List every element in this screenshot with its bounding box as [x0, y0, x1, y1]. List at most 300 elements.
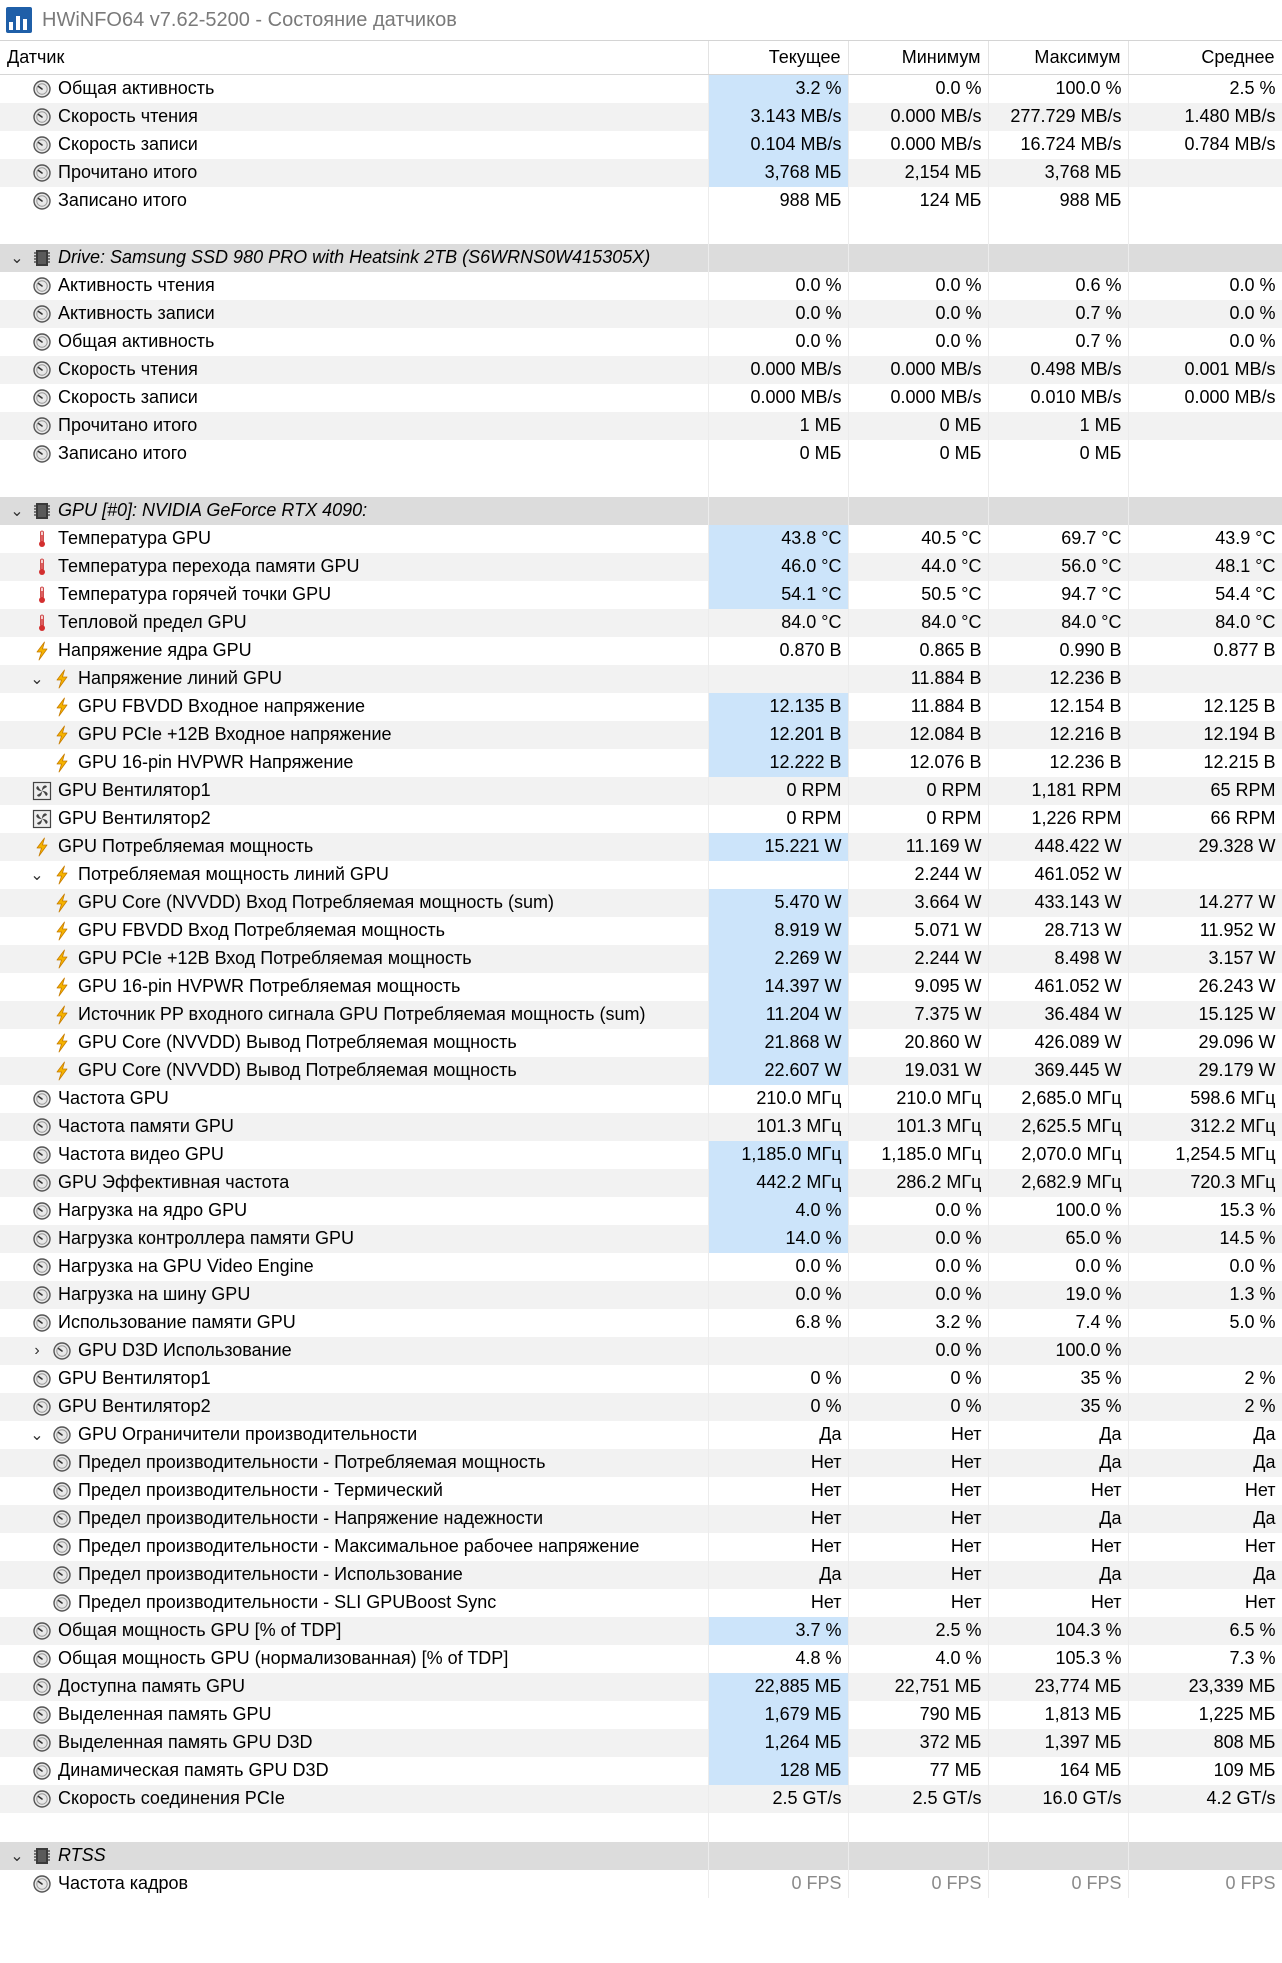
sensor-label: Скорость чтения — [58, 106, 198, 126]
clock-icon — [52, 1509, 72, 1529]
collapse-chevron-icon[interactable]: ⌄ — [30, 670, 44, 688]
value-max: 94.7 °C — [988, 581, 1128, 609]
sensor-name-cell — [0, 75, 708, 103]
value-max: Нет — [988, 1477, 1128, 1505]
sensor-name-cell — [0, 1589, 708, 1617]
sensor-name-cell — [0, 1085, 708, 1113]
sensor-name-cell — [0, 749, 708, 777]
table-row[interactable] — [0, 75, 1282, 103]
sensor-name-cell — [0, 159, 708, 187]
value-max: 69.7 °C — [988, 525, 1128, 553]
column-header-sensor[interactable]: Датчик — [0, 41, 708, 75]
value-min: 9.095 W — [848, 973, 988, 1001]
clock-icon — [32, 444, 52, 464]
value-cur: 0 RPM — [708, 777, 848, 805]
value-min: 2.244 W — [848, 945, 988, 973]
table-row[interactable] — [0, 1785, 1282, 1813]
value-min: 210.0 МГц — [848, 1085, 988, 1113]
lightning-icon — [52, 977, 72, 997]
table-row[interactable] — [0, 1281, 1282, 1309]
value-min: 12.076 В — [848, 749, 988, 777]
clock-icon — [32, 1789, 52, 1809]
sensor-label: Предел производительности - Потребляемая мощность — [78, 1452, 546, 1472]
column-header-avg[interactable]: Среднее — [1128, 41, 1282, 75]
sensor-label: Общая активность — [58, 78, 215, 99]
table-row[interactable] — [0, 440, 1282, 468]
clock-icon — [32, 191, 52, 211]
collapse-chevron-icon[interactable]: ⌄ — [30, 1426, 44, 1444]
value-max: 0.990 В — [988, 637, 1128, 665]
value-avg: 0.0 % — [1128, 272, 1282, 300]
value-max: 2,625.5 МГц — [988, 1113, 1128, 1141]
value-avg: 6.5 % — [1128, 1617, 1282, 1645]
value-min: Нет — [848, 1421, 988, 1449]
sensor-name-cell — [0, 1309, 708, 1337]
value-min: 5.071 W — [848, 917, 988, 945]
collapse-chevron-icon[interactable]: ⌄ — [10, 502, 24, 520]
clock-icon — [32, 1173, 52, 1193]
spacer-row — [0, 1813, 1282, 1842]
sensor-group-header[interactable] — [0, 497, 1282, 525]
value-min: 0.0 % — [848, 272, 988, 300]
value-cur: 101.3 МГц — [708, 1113, 848, 1141]
sensor-label: Предел производительности - Использование — [78, 1564, 463, 1584]
table-row[interactable] — [0, 1645, 1282, 1673]
lightning-icon — [32, 641, 52, 661]
sensor-label: GPU 16-pin HVPWR Потребляемая мощность — [78, 976, 461, 996]
table-row[interactable] — [0, 1057, 1282, 1085]
column-header-min[interactable]: Минимум — [848, 41, 988, 75]
clock-icon — [32, 1257, 52, 1277]
sensor-name-cell — [0, 1365, 708, 1393]
sensor-name-cell — [0, 1449, 708, 1477]
sensor-table-container[interactable] — [0, 41, 1282, 1898]
sensor-label: GPU Вентилятор2 — [58, 808, 211, 828]
value-min: Нет — [848, 1449, 988, 1477]
clock-icon — [52, 1565, 72, 1585]
value-avg: 312.2 МГц — [1128, 1113, 1282, 1141]
value-cur: Нет — [708, 1505, 848, 1533]
sensor-name-cell — [0, 1001, 708, 1029]
table-row[interactable] — [0, 721, 1282, 749]
table-row[interactable] — [0, 103, 1282, 131]
value-min: 0 МБ — [848, 412, 988, 440]
table-row[interactable] — [0, 1701, 1282, 1729]
value-avg: 2.5 % — [1128, 75, 1282, 103]
table-row[interactable] — [0, 1113, 1282, 1141]
clock-icon — [32, 332, 52, 352]
value-cur: Нет — [708, 1533, 848, 1561]
table-row[interactable] — [0, 1673, 1282, 1701]
table-row[interactable] — [0, 889, 1282, 917]
table-row[interactable] — [0, 1449, 1282, 1477]
sensor-group-header[interactable] — [0, 1842, 1282, 1870]
table-row[interactable] — [0, 1225, 1282, 1253]
value-avg: Да — [1128, 1421, 1282, 1449]
spacer-row — [0, 468, 1282, 497]
value-max: 1 МБ — [988, 412, 1128, 440]
column-header-max[interactable]: Максимум — [988, 41, 1128, 75]
value-avg: 29.179 W — [1128, 1057, 1282, 1085]
value-max: 2,685.0 МГц — [988, 1085, 1128, 1113]
table-row[interactable] — [0, 1870, 1282, 1898]
value-cur: 1,264 МБ — [708, 1729, 848, 1757]
table-row[interactable] — [0, 1393, 1282, 1421]
app-icon — [6, 7, 32, 33]
value-cur: 1 МБ — [708, 412, 848, 440]
sensor-name-cell — [0, 1141, 708, 1169]
value-min: 44.0 °C — [848, 553, 988, 581]
value-max: 7.4 % — [988, 1309, 1128, 1337]
value-avg: 0.0 % — [1128, 300, 1282, 328]
sensor-label: Частота кадров — [58, 1873, 189, 1893]
value-cur: 0 RPM — [708, 805, 848, 833]
value-avg: 65 RPM — [1128, 777, 1282, 805]
clock-icon — [32, 1285, 52, 1305]
sensor-name-cell — [0, 833, 708, 861]
value-avg: 598.6 МГц — [1128, 1085, 1282, 1113]
sensor-name-cell — [0, 1029, 708, 1057]
value-min: 7.375 W — [848, 1001, 988, 1029]
value-min: 4.0 % — [848, 1645, 988, 1673]
sensor-label: Нагрузка контроллера памяти GPU — [58, 1228, 355, 1248]
clock-icon — [32, 163, 52, 183]
table-row[interactable] — [0, 412, 1282, 440]
value-avg: 2 % — [1128, 1365, 1282, 1393]
sensor-name-cell — [0, 1057, 708, 1085]
value-max: 100.0 % — [988, 75, 1128, 103]
clock-icon — [32, 79, 52, 99]
value-cur: 0 % — [708, 1393, 848, 1421]
value-max: 84.0 °C — [988, 609, 1128, 637]
value-min: 0 % — [848, 1393, 988, 1421]
value-max: 3,768 МБ — [988, 159, 1128, 187]
value-max: 461.052 W — [988, 861, 1128, 889]
sensor-name-cell — [0, 328, 708, 356]
sensor-name-cell — [0, 721, 708, 749]
sensor-name-cell — [0, 889, 708, 917]
table-row[interactable] — [0, 833, 1282, 861]
value-avg: 4.2 GT/s — [1128, 1785, 1282, 1813]
clock-icon — [32, 1733, 52, 1753]
group-label: RTSS — [58, 1845, 106, 1865]
value-avg: 12.215 В — [1128, 749, 1282, 777]
value-cur: 22,885 МБ — [708, 1673, 848, 1701]
value-min: 50.5 °C — [848, 581, 988, 609]
value-max: 369.445 W — [988, 1057, 1128, 1085]
value-min: 77 МБ — [848, 1757, 988, 1785]
value-cur: Да — [708, 1421, 848, 1449]
sensor-group-header[interactable] — [0, 244, 1282, 272]
sensor-name-cell — [0, 1169, 708, 1197]
sensor-label: GPU Core (NVVDD) Вход Потребляемая мощность (sum) — [78, 892, 555, 912]
sensor-name-cell — [0, 356, 708, 384]
sensor-label: Предел производительности - Термический — [78, 1480, 443, 1500]
value-min: 0 RPM — [848, 805, 988, 833]
value-cur: 11.204 W — [708, 1001, 848, 1029]
clock-icon — [32, 1117, 52, 1137]
value-cur: 0 % — [708, 1365, 848, 1393]
value-max: 35 % — [988, 1393, 1128, 1421]
sensor-name-cell — [0, 187, 708, 215]
value-avg: 1,225 МБ — [1128, 1701, 1282, 1729]
table-row[interactable] — [0, 973, 1282, 1001]
sensor-label: Частота видео GPU — [58, 1144, 224, 1164]
table-row[interactable] — [0, 1141, 1282, 1169]
table-row[interactable] — [0, 300, 1282, 328]
sensor-label: GPU Вентилятор1 — [58, 1368, 211, 1388]
title-bar — [0, 0, 1282, 41]
sensor-name-cell — [0, 1281, 708, 1309]
table-row[interactable] — [0, 693, 1282, 721]
sensor-label: Скорость записи — [58, 134, 198, 154]
table-row[interactable] — [0, 131, 1282, 159]
sensor-label: GPU Core (NVVDD) Вывод Потребляемая мощность — [78, 1060, 517, 1080]
sensor-name-cell — [0, 1505, 708, 1533]
table-row[interactable] — [0, 945, 1282, 973]
value-min: 0 МБ — [848, 440, 988, 468]
clock-icon — [32, 1705, 52, 1725]
lightning-icon — [32, 837, 52, 857]
clock-icon — [32, 1313, 52, 1333]
table-row[interactable] — [0, 1001, 1282, 1029]
sensor-name-cell — [0, 1225, 708, 1253]
value-max: 65.0 % — [988, 1225, 1128, 1253]
value-cur: 12.201 В — [708, 721, 848, 749]
thermometer-icon — [32, 613, 52, 633]
value-avg: 3.157 W — [1128, 945, 1282, 973]
table-row[interactable] — [0, 777, 1282, 805]
table-row[interactable] — [0, 1561, 1282, 1589]
table-row[interactable] — [0, 917, 1282, 945]
value-cur: Нет — [708, 1589, 848, 1617]
value-avg: 808 МБ — [1128, 1729, 1282, 1757]
table-row[interactable] — [0, 805, 1282, 833]
sensor-label: Скорость записи — [58, 387, 198, 407]
sensor-name-cell — [0, 917, 708, 945]
clock-icon — [32, 360, 52, 380]
value-avg: Да — [1128, 1561, 1282, 1589]
table-row[interactable] — [0, 1617, 1282, 1645]
value-avg: 12.194 В — [1128, 721, 1282, 749]
clock-icon — [32, 1621, 52, 1641]
sensor-label: Нагрузка на ядро GPU — [58, 1200, 248, 1220]
expand-chevron-icon[interactable]: › — [34, 1341, 40, 1359]
table-row[interactable] — [0, 187, 1282, 215]
table-row[interactable] — [0, 1729, 1282, 1757]
sensor-label: Доступна память GPU — [58, 1676, 246, 1696]
collapse-chevron-icon[interactable]: ⌄ — [10, 249, 24, 267]
table-row[interactable] — [0, 1085, 1282, 1113]
sensor-label: Прочитано итого — [58, 162, 198, 182]
sensor-label: GPU PCIe +12В Входное напряжение — [78, 724, 392, 744]
sensor-label: Записано итого — [58, 190, 187, 210]
value-avg: Нет — [1128, 1533, 1282, 1561]
collapse-chevron-icon[interactable]: ⌄ — [10, 1847, 24, 1865]
value-min: 1,185.0 МГц — [848, 1141, 988, 1169]
sensor-label: Скорость соединения PCIe — [58, 1788, 285, 1808]
table-row[interactable] — [0, 637, 1282, 665]
sensor-name-cell — [0, 1785, 708, 1813]
value-cur: 2.5 GT/s — [708, 1785, 848, 1813]
table-row[interactable] — [0, 581, 1282, 609]
value-cur: 0.0 % — [708, 1253, 848, 1281]
value-max: 164 МБ — [988, 1757, 1128, 1785]
value-max: 8.498 W — [988, 945, 1128, 973]
sensor-label: Нагрузка на шину GPU — [58, 1284, 251, 1304]
value-cur: 0 МБ — [708, 440, 848, 468]
sensor-label: Температура перехода памяти GPU — [58, 556, 360, 576]
value-cur: 5.470 W — [708, 889, 848, 917]
sensor-name-cell — [0, 1645, 708, 1673]
value-min: 0.865 В — [848, 637, 988, 665]
sensor-label: Нагрузка на GPU Video Engine — [58, 1256, 314, 1276]
sensor-name-cell — [0, 1617, 708, 1645]
clock-icon — [52, 1425, 72, 1445]
clock-icon — [32, 1649, 52, 1669]
value-max: 0.7 % — [988, 300, 1128, 328]
sensor-name-cell — [0, 1477, 708, 1505]
table-row[interactable] — [0, 1029, 1282, 1057]
sensor-label: Предел производительности - SLI GPUBoost Sync — [78, 1592, 497, 1612]
sensor-label: Выделенная память GPU — [58, 1704, 272, 1724]
sensor-label: Общая активность — [58, 331, 215, 351]
sensor-name-cell — [0, 1393, 708, 1421]
table-row[interactable] — [0, 665, 1282, 693]
table-row[interactable] — [0, 1337, 1282, 1365]
table-row[interactable] — [0, 356, 1282, 384]
sensor-label: Прочитано итого — [58, 415, 198, 435]
value-min: 3.2 % — [848, 1309, 988, 1337]
table-row[interactable] — [0, 1309, 1282, 1337]
clock-icon — [52, 1593, 72, 1613]
value-min: 0.0 % — [848, 1197, 988, 1225]
value-min: 0 % — [848, 1365, 988, 1393]
clock-icon — [32, 1229, 52, 1249]
value-min: 124 МБ — [848, 187, 988, 215]
sensor-name-cell — [0, 693, 708, 721]
table-row[interactable] — [0, 1477, 1282, 1505]
value-min: 40.5 °C — [848, 525, 988, 553]
table-row[interactable] — [0, 553, 1282, 581]
value-cur: 12.222 В — [708, 749, 848, 777]
sensor-name-cell — [0, 525, 708, 553]
clock-icon — [32, 1201, 52, 1221]
value-cur: 0.870 В — [708, 637, 848, 665]
value-max: 104.3 % — [988, 1617, 1128, 1645]
value-cur: 3.7 % — [708, 1617, 848, 1645]
lightning-icon — [52, 669, 72, 689]
clock-icon — [32, 1761, 52, 1781]
clock-icon — [32, 1145, 52, 1165]
value-min: 0.000 MB/s — [848, 103, 988, 131]
collapse-chevron-icon[interactable]: ⌄ — [30, 866, 44, 884]
value-cur: 12.135 В — [708, 693, 848, 721]
table-row[interactable] — [0, 1197, 1282, 1225]
table-row[interactable] — [0, 1757, 1282, 1785]
value-avg: 1.480 MB/s — [1128, 103, 1282, 131]
table-row[interactable] — [0, 1253, 1282, 1281]
table-row[interactable] — [0, 1169, 1282, 1197]
value-max: Нет — [988, 1589, 1128, 1617]
value-avg: 66 RPM — [1128, 805, 1282, 833]
table-row[interactable] — [0, 1589, 1282, 1617]
clock-icon — [32, 276, 52, 296]
value-min: 12.084 В — [848, 721, 988, 749]
value-max: 28.713 W — [988, 917, 1128, 945]
sensor-label: GPU FBVDD Вход Потребляемая мощность — [78, 920, 446, 940]
table-row[interactable] — [0, 1421, 1282, 1449]
clock-icon — [32, 1397, 52, 1417]
device-chip-icon — [32, 1846, 52, 1866]
value-min: 790 МБ — [848, 1701, 988, 1729]
clock-icon — [32, 1677, 52, 1697]
value-avg: 14.5 % — [1128, 1225, 1282, 1253]
table-row[interactable] — [0, 861, 1282, 889]
value-min: 0 FPS — [848, 1870, 988, 1898]
table-row[interactable] — [0, 1365, 1282, 1393]
value-avg — [1128, 187, 1282, 215]
lightning-icon — [52, 921, 72, 941]
clock-icon — [32, 416, 52, 436]
sensor-label: GPU D3D Использование — [78, 1340, 292, 1360]
value-max: 1,181 RPM — [988, 777, 1128, 805]
value-cur: 22.607 W — [708, 1057, 848, 1085]
value-min: 22,751 МБ — [848, 1673, 988, 1701]
sensor-label: Активность записи — [58, 303, 215, 323]
sensor-name-cell — [0, 637, 708, 665]
value-max: 100.0 % — [988, 1337, 1128, 1365]
table-row[interactable] — [0, 1533, 1282, 1561]
table-row[interactable] — [0, 609, 1282, 637]
value-min: 20.860 W — [848, 1029, 988, 1057]
thermometer-icon — [32, 529, 52, 549]
table-row[interactable] — [0, 328, 1282, 356]
value-max: 0.498 MB/s — [988, 356, 1128, 384]
sensor-label: Тепловой предел GPU — [58, 612, 247, 632]
table-row[interactable] — [0, 1505, 1282, 1533]
value-cur: 46.0 °C — [708, 553, 848, 581]
clock-icon — [32, 1369, 52, 1389]
table-row[interactable] — [0, 525, 1282, 553]
sensor-label: GPU Потребляемая мощность — [58, 836, 314, 856]
clock-icon — [32, 1874, 52, 1894]
table-row[interactable] — [0, 384, 1282, 412]
value-max: 12.154 В — [988, 693, 1128, 721]
sensor-label: Напряжение линий GPU — [78, 668, 282, 688]
value-max: 448.422 W — [988, 833, 1128, 861]
thermometer-icon — [32, 557, 52, 577]
value-min: 2,154 МБ — [848, 159, 988, 187]
table-row[interactable] — [0, 749, 1282, 777]
value-avg: 0.0 % — [1128, 328, 1282, 356]
value-avg: 15.125 W — [1128, 1001, 1282, 1029]
value-min: 0.0 % — [848, 75, 988, 103]
value-cur: 1,679 МБ — [708, 1701, 848, 1729]
value-max: 0.6 % — [988, 272, 1128, 300]
table-row[interactable] — [0, 272, 1282, 300]
column-header-current[interactable]: Текущее — [708, 41, 848, 75]
table-row[interactable] — [0, 159, 1282, 187]
value-avg: Нет — [1128, 1477, 1282, 1505]
value-avg: 12.125 В — [1128, 693, 1282, 721]
value-max: 988 МБ — [988, 187, 1128, 215]
lightning-icon — [52, 1061, 72, 1081]
value-min: 2.5 % — [848, 1617, 988, 1645]
value-min: 11.884 В — [848, 693, 988, 721]
value-avg: 5.0 % — [1128, 1309, 1282, 1337]
sensor-name-cell — [0, 1197, 708, 1225]
